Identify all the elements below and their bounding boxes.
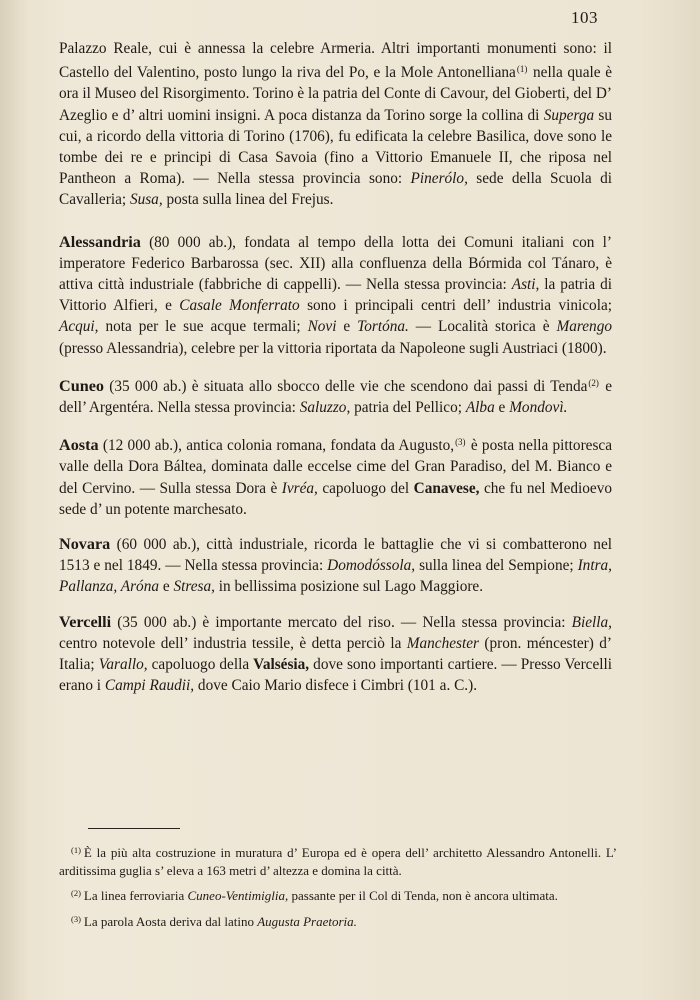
word-manchester: Manchester	[406, 634, 479, 652]
paragraph-novara	[59, 534, 612, 598]
place-novi: Novi	[307, 318, 337, 336]
page-number: 103	[571, 8, 598, 27]
footnote-text: La parola Aosta deriva dal latino	[83, 913, 258, 929]
paragraph-cuneo	[59, 373, 612, 418]
place-tortona: Tortóna.	[357, 318, 409, 336]
place-domodossola: Domodóssola,	[327, 557, 416, 575]
footnote-3	[59, 911, 617, 931]
place-susa: Susa,	[129, 191, 163, 209]
place-acqui: Acqui,	[59, 318, 99, 336]
footnote-italic: Augusta Praetoria.	[257, 913, 357, 929]
text-run: e	[494, 399, 510, 417]
text-run: sono i principali centri dell’ industria vinicola;	[299, 297, 612, 315]
text-run: dove sono importanti cartiere. — Presso Vercelli erano i	[59, 656, 612, 695]
text-run: Palazzo Reale, cui è annessa la celebre Armeria. Altri importanti monumenti sono: il Castello del Valentino, posto lungo la riva del Po, e la Mole Antonelliana	[59, 40, 612, 82]
text-run: sede della Scuola di Cavalleria;	[59, 170, 612, 209]
text-run: e	[159, 578, 174, 596]
text-run: sulla linea del Sempione;	[415, 557, 578, 575]
text-run: (80 000 ab.), fondata al tempo della lotta dei Comuni italiani con l’ imperatore Federico Barbarossa (sec. XII) alla confluenza della Bórmida col Tánaro, è attiva città industriale (fabbriche di cappelli). — Nella stessa provincia:	[59, 233, 612, 294]
text-run: (60 000 ab.), città industriale, ricorda le battaglie che vi si combatterono nel 1513 e nel 1849. — Nella stessa provincia:	[59, 536, 612, 575]
text-run: (pron. méncester) d’ Italia;	[59, 634, 612, 674]
text-run: (35 000 ab.) è situata allo sbocco delle vie che scendono dai passi di Tenda	[103, 377, 588, 395]
paragraph-alessandria	[59, 232, 612, 359]
footnote-mark: (3)	[71, 913, 81, 924]
city-heading-aosta: Aosta	[59, 436, 99, 455]
text-run: dove Caio Mario disfece i Cimbri (101 a. C.).	[194, 677, 478, 695]
paragraph-torino-continuation	[59, 38, 612, 211]
body-text	[59, 38, 612, 710]
place-mondovi: Mondovì.	[509, 399, 568, 417]
footnote-mark: (2)	[71, 888, 81, 898]
footnotes	[59, 842, 617, 936]
region-canavese: Canavese,	[413, 479, 480, 497]
text-run: (presso Alessandria), celebre per la vittoria riportata da Napoleone sugli Austriaci (1800).	[59, 339, 607, 357]
text-run: centro notevole dell’ industria tessile, è detta perciò la	[59, 634, 407, 652]
text-run: che fu nel Medioevo sede d’ un potente marchesato.	[59, 479, 612, 518]
footnote-ref-3: (3)	[455, 437, 466, 448]
footnote-italic: Cuneo-Ventimiglia,	[187, 888, 289, 903]
paragraph-aosta	[59, 432, 612, 520]
footnote-ref-1: (1)	[516, 64, 528, 75]
text-run: capoluogo del	[317, 479, 414, 497]
text-run: (35 000 ab.) è importante mercato del riso. — Nella stessa provincia:	[111, 613, 572, 631]
place-asti: Asti,	[511, 276, 540, 294]
text-run: nella quale è ora il Museo del Risorgimento. Torino è la patria del Conte di Cavour, del Gioberti, del D’ Azeglio e d’ altri uomini insigni. A poca distanza da Torino sorge la collina di	[59, 64, 613, 124]
text-run: — Località storica è	[408, 318, 557, 336]
city-heading-cuneo: Cuneo	[59, 376, 104, 395]
text-run: e dell’ Argentéra. Nella stessa provincia:	[59, 377, 612, 417]
text-run: nota per le sue acque termali;	[98, 318, 308, 336]
footnote-text: La linea ferroviaria	[83, 888, 188, 903]
text-run: e	[336, 318, 358, 336]
place-ivrea: Ivréa,	[281, 479, 318, 497]
text-run: capoluogo della	[147, 656, 254, 674]
text-run: patria del Pellico;	[350, 399, 466, 417]
footnote-ref-2: (2)	[588, 377, 599, 388]
place-alba: Alba	[465, 399, 495, 417]
place-superga: Superga	[543, 106, 595, 124]
paragraph-vercelli	[59, 612, 612, 697]
footnote-1	[59, 842, 617, 879]
place-varallo: Varallo,	[98, 656, 148, 674]
footnote-text: passante per il Col di Tenda, non è ancora ultimata.	[288, 888, 558, 903]
text-run: in bellissima posizione sul Lago Maggiore.	[214, 578, 484, 596]
city-heading-novara: Novara	[59, 535, 111, 554]
place-saluzzo: Saluzzo,	[299, 399, 351, 417]
place-biella: Biella,	[571, 613, 612, 631]
city-heading-alessandria: Alessandria	[59, 232, 141, 251]
place-intra-pallanza-arona: Intra, Pallanza, Aróna	[59, 557, 612, 596]
footnote-2	[59, 885, 617, 905]
place-pinerolo: Pinerólo,	[410, 170, 468, 188]
text-run: (12 000 ab.), antica colonia romana, fondata da Augusto,	[98, 437, 455, 455]
footnote-mark: (1)	[71, 845, 81, 855]
place-marengo: Marengo	[556, 318, 612, 336]
place-stresa: Stresa,	[173, 578, 215, 596]
region-valsesia: Valsésia,	[253, 656, 310, 674]
text-run: la patria di Vittorio Alfieri, e	[59, 276, 612, 315]
text-run: su cui, a ricordo della vittoria di Torino (1706), fu edificata la celebre Basilica, dove sono le tombe dei re e principi di Casa Savoia (fino a Vittorio Emanuele II, che riposa nel Pantheon a Roma). — Nella stessa provincia sono:	[59, 106, 612, 188]
place-casale-monferrato: Casale Monferrato	[179, 297, 300, 315]
footnote-divider	[88, 828, 180, 829]
text-run: è posta nella pittoresca valle della Dora Báltea, dominata dalle eccelse cime del Gran Paradiso, del M. Bianco e del Cervino. — Sulla stessa Dora è	[59, 437, 612, 497]
place-campi-raudii: Campi Raudii,	[104, 677, 195, 695]
text-run: posta sulla linea del Frejus.	[162, 191, 334, 209]
footnote-text: È la più alta costruzione in muratura d’ Europa ed è opera dell’ architetto Alessandro Antonelli. L’ arditissima guglia s’ eleva a 163 metri d’ altezza e domina la città.	[59, 845, 617, 878]
city-heading-vercelli: Vercelli	[59, 612, 112, 631]
